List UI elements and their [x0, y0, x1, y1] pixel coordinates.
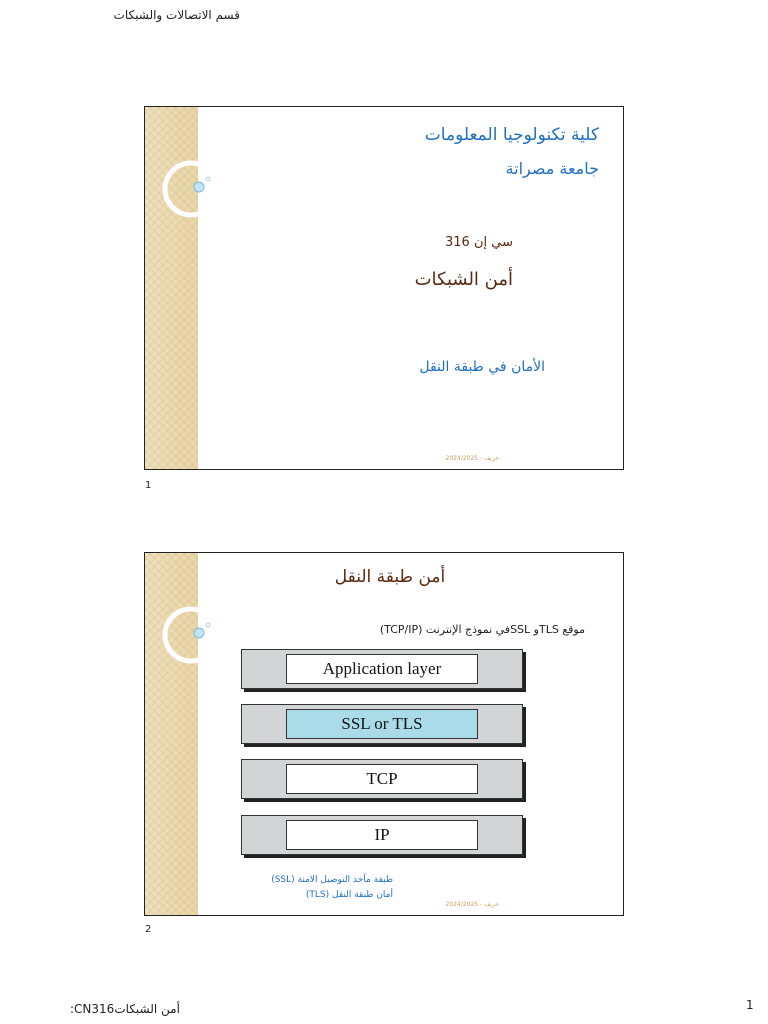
- slide-footer: خريف - 2024/2025: [445, 901, 499, 908]
- lecture-topic: الأمان في طبقة النقل: [419, 359, 545, 375]
- layer-label: IP: [286, 820, 478, 850]
- decorative-circle-icon: [151, 605, 215, 669]
- legend-tls: أمان طبقة النقل (TLS): [305, 890, 393, 900]
- slide-footer: خريف - 2024/2025: [445, 455, 499, 462]
- course-code: سي إن 316: [445, 235, 513, 250]
- layer-label: TCP: [286, 764, 478, 794]
- page-header-department: قسم الاتصالات والشبكات: [113, 8, 240, 22]
- decorative-circle-icon: [151, 159, 215, 223]
- slide-subtitle: موقع TLSو SSLفي نموذج الإنترنت (TCP/IP): [379, 623, 585, 636]
- faculty-title: كلية تكنولوجيا المعلومات: [424, 125, 599, 145]
- slide-1: [144, 106, 624, 470]
- slide-number: 2: [145, 924, 152, 935]
- layer-ssl-tls: [241, 704, 523, 744]
- layer-label: Application layer: [286, 654, 478, 684]
- university-title: جامعة مصراتة: [505, 159, 599, 178]
- page-number: 1: [746, 998, 754, 1012]
- layer-label: SSL or TLS: [286, 709, 478, 739]
- layer-ip: [241, 815, 523, 855]
- slide-2: [144, 552, 624, 916]
- page-footer-course: :CN316أمن الشبكات: [70, 1002, 180, 1016]
- layer-application: [241, 649, 523, 689]
- course-name: أمن الشبكات: [414, 269, 513, 290]
- layer-tcp: [241, 759, 523, 799]
- slide-number: 1: [145, 480, 152, 491]
- legend-ssl: طبقة مآخذ التوصيل الامنة (SSL): [271, 875, 393, 885]
- slide-title: أمن طبقة النقل: [334, 567, 446, 587]
